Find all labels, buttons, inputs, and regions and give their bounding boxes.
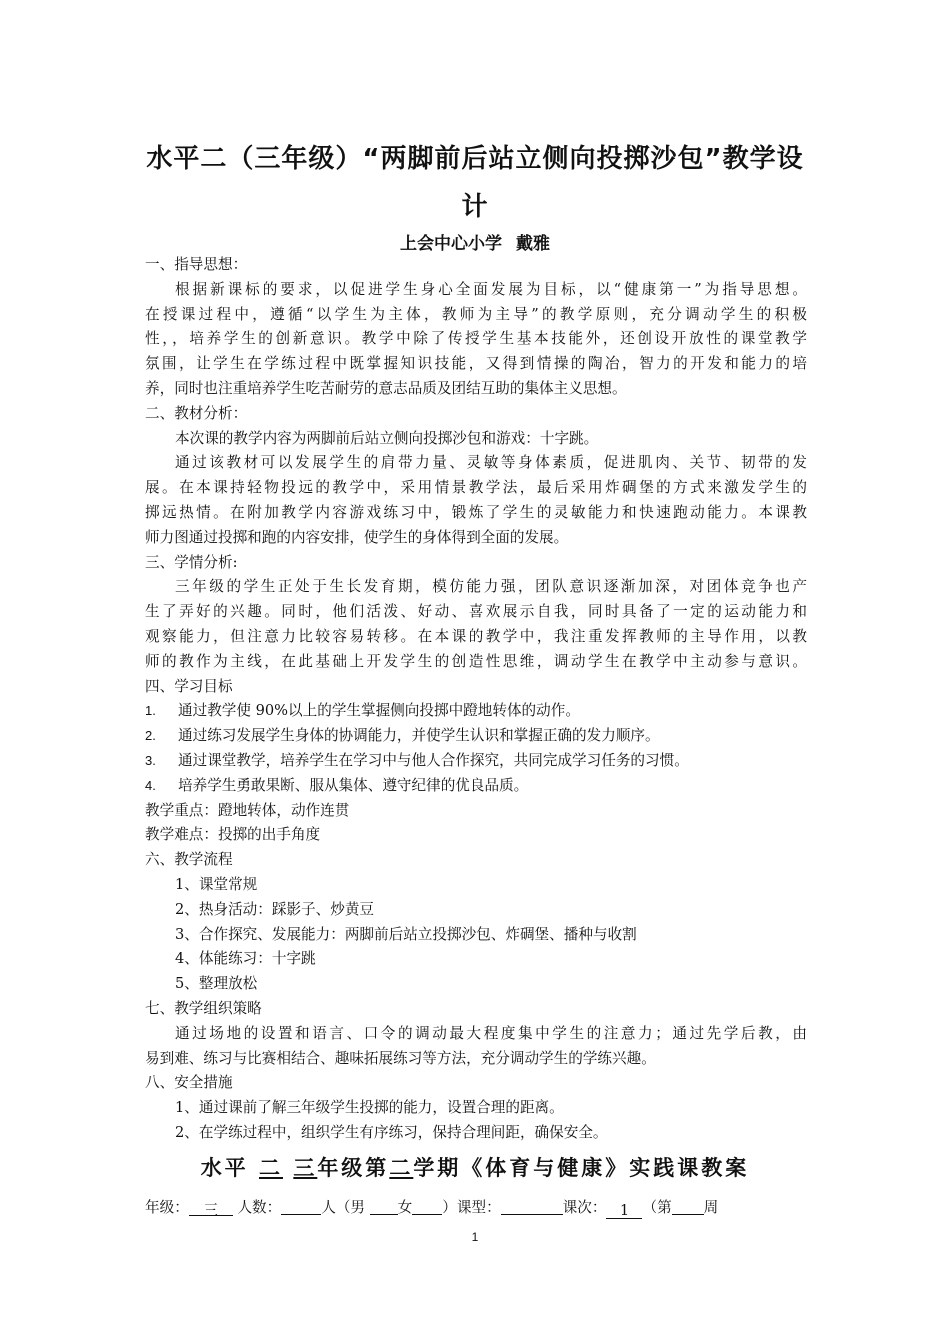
week-field xyxy=(672,1198,704,1215)
teaching-key-point: 教学重点：蹬地转体，动作连贯 xyxy=(145,801,350,819)
flow-item: 5、整理放松 xyxy=(175,975,258,993)
count-label: 人数： xyxy=(237,1199,282,1216)
paragraph-line: 师的教作为主线，在此基础上开发学生的创造性思维，调动学生在教学中主动参与意识。 xyxy=(145,652,807,670)
term-value: 二 xyxy=(389,1155,414,1180)
count-female-label: 女 xyxy=(397,1199,413,1216)
lesson-type-label: ）课型： xyxy=(442,1199,501,1216)
author-school: 上会中心小学 xyxy=(400,234,502,254)
goal-number: 1. xyxy=(145,703,156,719)
safety-item: 2、在学练过程中，组织学生有序练习，保持合理间距，确保安全。 xyxy=(175,1123,608,1141)
paragraph-line: 易到难、练习与比赛相结合、趣味拓展练习等方法，充分调动学生的学练兴趣。 xyxy=(145,1049,656,1067)
paragraph-line: 通过该教材可以发展学生的肩带力量、灵敏等身体素质，促进肌肉、关节、韧带的发 xyxy=(175,454,807,472)
paragraph-line: 展。在本课持轻物投远的教学中，采用情景教学法，最后采用炸碉堡的方式来激发学生的 xyxy=(145,479,807,497)
paragraph-line: 生了弄好的兴趣。同时，他们活泼、好动、喜欢展示自我，同时具备了一定的运动能力和 xyxy=(145,603,807,621)
count-male-label: 人（男 xyxy=(321,1199,366,1216)
lesson-type-field xyxy=(501,1198,563,1215)
goal-text: 通过课堂教学，培养学生在学习中与他人合作探究，共同完成学习任务的习惯。 xyxy=(178,751,689,769)
section-heading-learning-goals: 四、学习目标 xyxy=(145,677,233,695)
page-number: 1 xyxy=(471,1230,479,1244)
teaching-difficulty: 教学难点：投掷的出手角度 xyxy=(145,826,321,844)
grade-value: 三 xyxy=(293,1155,318,1180)
paragraph-line: 观察能力，但注意力比较容易转移。在本课的教学中，我注重发挥教师的主导作用，以教 xyxy=(145,627,807,645)
goal-item xyxy=(145,749,807,774)
lesson-times-field: 1 xyxy=(606,1202,642,1219)
grade-label: 年级： xyxy=(145,1199,189,1216)
paragraph-line: 掷远热情。在附加教学内容游戏练习中，锻炼了学生的灵敏能力和快速跑动能力。本课教 xyxy=(145,503,807,521)
paragraph-line: 在授课过程中，遵循“以学生为主体，教师为主导”的教学原则，充分调动学生的积极 xyxy=(145,305,807,323)
safety-item: 1、通过课前了解三年级学生投掷的能力，设置合理的距离。 xyxy=(175,1099,564,1117)
goal-number: 3. xyxy=(145,752,156,768)
goal-item xyxy=(145,699,807,724)
paragraph-line: 养，同时也注重培养学生吃苦耐劳的意志品质及团结互助的集体主义思想。 xyxy=(145,379,627,397)
count-field xyxy=(281,1198,321,1215)
goal-text: 通过教学使 90%以上的学生掌握侧向投掷中蹬地转体的动作。 xyxy=(178,702,580,720)
goal-number: 2. xyxy=(145,728,156,744)
document-title-line-1: 水平二（三年级）“两脚前后站立侧向投掷沙包”教学设 xyxy=(146,144,804,174)
week-suffix: 周 xyxy=(703,1199,719,1216)
paragraph-line: 三年级的学生正处于生长发育期，模仿能力强，团队意识逐渐加深，对团体竞争也产 xyxy=(175,578,807,596)
paragraph-line: 性，，培养学生的创新意识。教学中除了传授学生基本技能外，还创设开放性的课堂教学 xyxy=(145,330,807,348)
paragraph-line: 师力图通过投掷和跑的内容安排，使学生的身体得到全面的发展。 xyxy=(145,528,569,546)
week-label: （第 xyxy=(642,1199,672,1216)
female-field xyxy=(412,1198,442,1215)
section-heading-material-analysis: 二、教材分析： xyxy=(145,404,248,422)
lesson-plan-title: 水平 二 三年级第二学期《体育与健康》实践课教案 xyxy=(200,1155,750,1180)
flow-item: 1、课堂常规 xyxy=(175,875,258,893)
section-heading-student-analysis: 三、学情分析: xyxy=(145,553,238,571)
paragraph-line: 氛围，让学生在学练过程中既掌握知识技能，又得到情操的陶冶，智力的开发和能力的培 xyxy=(145,355,807,373)
goal-item xyxy=(145,774,807,799)
paragraph-line: 通过场地的设置和语言、口令的调动最大程度集中学生的注意力；通过先学后教，由 xyxy=(175,1024,807,1042)
section-heading-guiding-idea: 一、指导思想： xyxy=(145,256,248,273)
section-heading-organization-strategy: 七、教学组织策略 xyxy=(145,999,262,1017)
section-heading-safety: 八、安全措施 xyxy=(145,1074,233,1092)
paragraph-line: 根据新课标的要求，以促进学生身心全面发展为目标，以“健康第一”为指导思想。 xyxy=(175,280,807,298)
goal-number: 4. xyxy=(145,777,156,793)
section-heading-teaching-flow: 六、教学流程 xyxy=(145,851,233,869)
goal-text: 培养学生勇敢果断、服从集体、遵守纪律的优良品质。 xyxy=(178,776,529,794)
paragraph-line: 本次课的教学内容为两脚前后站立侧向投掷沙包和游戏：十字跳。 xyxy=(175,429,599,447)
lesson-times-label: 课次： xyxy=(562,1199,607,1216)
lesson-meta-row xyxy=(145,1196,815,1219)
document-title-line-2: 计 xyxy=(461,192,489,222)
male-field xyxy=(370,1198,398,1215)
flow-item: 4、体能练习：十字跳 xyxy=(175,950,316,968)
grade-field: 三 xyxy=(189,1199,233,1216)
author-name: 戴雅 xyxy=(516,234,550,254)
flow-item: 2、热身活动：踩影子、炒黄豆 xyxy=(175,900,375,918)
goal-item xyxy=(145,724,807,749)
author-line xyxy=(0,229,950,254)
goal-text: 通过练习发展学生身体的协调能力，并使学生认识和掌握正确的发力顺序。 xyxy=(178,727,660,745)
document-body xyxy=(145,253,807,1146)
level-value: 二 xyxy=(259,1155,283,1180)
flow-item: 3、合作探究、发展能力：两脚前后站立投掷沙包、炸碉堡、播种与收割 xyxy=(175,925,637,943)
